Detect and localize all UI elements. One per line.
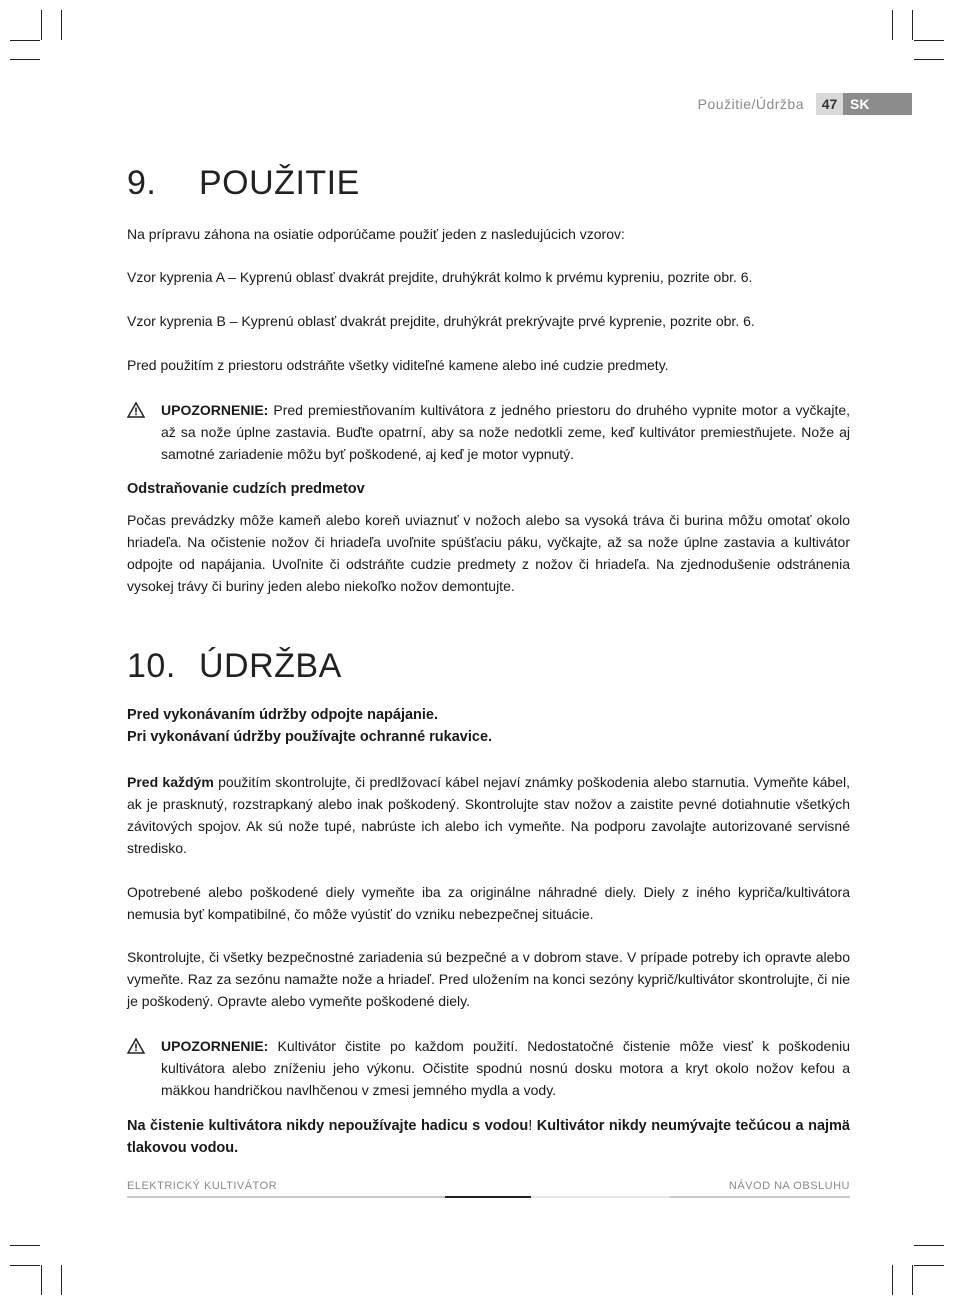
warning-triangle-icon: [127, 1038, 145, 1054]
crop-mark: [914, 40, 944, 41]
warning-text-block: [161, 1035, 850, 1101]
footer-rule: [127, 1196, 445, 1198]
crop-mark: [914, 1265, 944, 1266]
pattern-b-paragraph: Vzor kyprenia B – Kyprenú oblasť dvakrát prejdite, druhýkrát prekrývajte prvé kyprenie, pozrite obr. 6.: [127, 313, 755, 329]
crop-mark: [914, 59, 944, 60]
language-badge: SK: [843, 93, 912, 115]
page-header: [0, 93, 954, 115]
crop-mark: [61, 1265, 62, 1295]
section-heading-9: [127, 164, 360, 203]
crop-mark: [912, 10, 913, 40]
section-heading-10: [127, 647, 342, 686]
warning-block: [127, 399, 850, 465]
footer-manual-label: NÁVOD NA OBSLUHU: [728, 1180, 850, 1192]
crop-mark: [892, 10, 893, 40]
footer-product-name: ELEKTRICKÝ KULTIVÁTOR: [127, 1180, 278, 1192]
bold-instruction: Pri vykonávaní údržby používajte ochranné rukavice.: [127, 729, 493, 745]
final-bold-part-a: Na čistenie kultivátora nikdy nepoužívajte hadicu s vodou: [127, 1118, 529, 1134]
section-title: POUŽITIE: [199, 164, 360, 202]
footer-rule: [670, 1196, 850, 1198]
final-warning-paragraph: [127, 1115, 850, 1159]
section-title: ÚDRŽBA: [199, 647, 342, 685]
safety-paragraph: Skontrolujte, či všetky bezpečnostné zariadenia sú bezpečné a v dobrom stave. V prípade potreby ich opravte alebo vymeňte. Raz za sezónu namažte nože a hriadeľ. Pred uložením na konci sezóny kyprič/kultivátor skontrolujte, či nie je poškodený. Opravte alebo vymeňte poškodené diely.: [127, 949, 850, 1009]
crop-mark: [61, 10, 62, 40]
crop-mark: [10, 59, 40, 60]
check-text: použitím skontrolujte, či predlžovací kábel nejaví známky poškodenia alebo starnutia. Vymeňte kábel, ak je prasknutý, rozstrapkaný alebo inak poškodený. Skontrolujte stav nožov a zaistite pevné dotiahnutie všetkých závitových spojov. Ak sú nože tupé, nabrúste ich alebo ich vymeňte. Na podporu zavolajte autorizované servisné stredisko.: [127, 774, 851, 856]
check-bold-lead: Pred každým: [127, 774, 214, 790]
footer-rule: [445, 1196, 531, 1198]
crop-mark: [10, 40, 40, 41]
crop-mark: [892, 1265, 893, 1295]
section-number: 9.: [127, 164, 157, 202]
subheading: Odstraňovanie cudzích predmetov: [127, 481, 365, 497]
foreign-objects-paragraph: Počas prevádzky môže kameň alebo koreň uviaznuť v nožoch alebo sa vysoká tráva či burina môžu omotať okolo hriadeľa. Na očistenie nožov či hriadeľa uvoľnite spúšťaciu páku, vyčkajte, až sa nože úplne zastavia a kultivátor odpojte od napájania. Uvoľnite či odstráňte cudzie predmety z nožov či hriadeľa. Na zjednodušenie odstránenia vysokej trávy či buriny jeden alebo niekoľko nožov demontujte.: [127, 512, 850, 594]
crop-mark: [912, 1265, 913, 1295]
warning-text-block: [161, 399, 850, 465]
check-paragraph: [127, 771, 850, 859]
crop-mark: [10, 1245, 40, 1246]
warning-triangle-icon: [127, 402, 145, 418]
warning-text: Pred premiestňovaním kultivátora z jedného priestoru do druhého vypnite motor a vyčkajte, až sa nože úplne zastavia. Buďte opatrní, aby sa nože nedotkli zeme, keď kultivátor premiestňujete. Nože aj samotné zariadenie môžu byť poškodené, aj keď je motor vypnutý.: [161, 402, 851, 462]
warning-label: UPOZORNENIE:: [161, 1038, 269, 1054]
section-number: 10.: [127, 647, 176, 685]
header-section-title: Použitie/Údržba: [697, 96, 804, 112]
crop-mark: [41, 10, 42, 40]
warning-text: Kultivátor čistite po každom použití. Nedostatočné čistenie môže viesť k poškodeniu kultivátora alebo zníženiu jeho výkonu. Očistite spodnú nosnú dosku motora a kryt okolo nožov kefou a mäkkou handričkou navlhčenou v zmesi jemného mydla a vody.: [161, 1038, 850, 1098]
before-use-paragraph: Pred použitím z priestoru odstráňte všetky viditeľné kamene alebo iné cudzie predmety.: [127, 357, 669, 373]
parts-paragraph: Opotrebené alebo poškodené diely vymeňte iba za originálne náhradné diely. Diely z iného kypriča/kultivátora nemusia byť kompatibilné, čo môže vyústiť do vzniku nebezpečnej situácie.: [127, 884, 850, 922]
warning-block: [127, 1035, 850, 1101]
crop-mark: [10, 1265, 40, 1266]
footer-rule: [531, 1196, 670, 1198]
final-bold-part-b: Kultivátor nikdy neumývajte tečúcou a najmä tlakovou vodou.: [127, 1118, 851, 1156]
pattern-a-paragraph: Vzor kyprenia A – Kyprenú oblasť dvakrát prejdite, druhýkrát kolmo k prvému kypreniu, pozrite obr. 6.: [127, 269, 753, 285]
crop-mark: [914, 1245, 944, 1246]
final-exclamation: !: [528, 1118, 533, 1134]
bold-instruction: Pred vykonávaním údržby odpojte napájanie.: [127, 707, 439, 723]
intro-paragraph: Na prípravu záhona na osiatie odporúčame použiť jeden z nasledujúcich vzorov:: [127, 226, 625, 242]
warning-label: UPOZORNENIE:: [161, 402, 269, 418]
page-number: 47: [816, 93, 843, 115]
crop-mark: [41, 1265, 42, 1295]
